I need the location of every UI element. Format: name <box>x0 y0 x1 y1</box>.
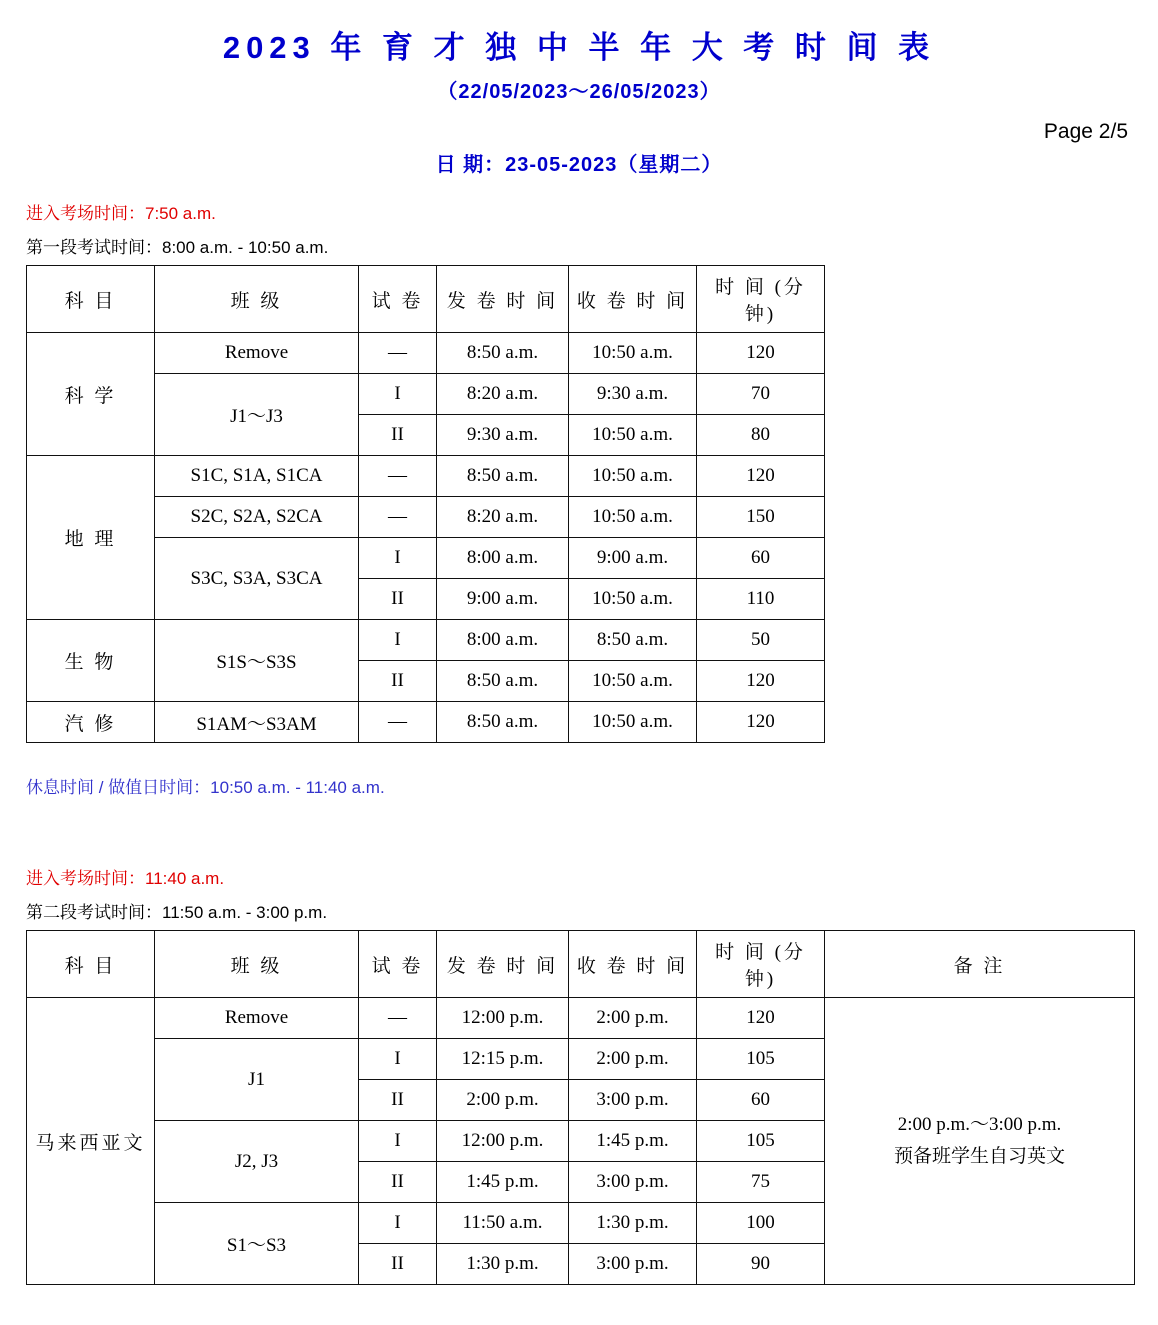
cell-paper: — <box>359 456 437 497</box>
cell-end: 10:50 a.m. <box>569 456 697 497</box>
cell-start: 12:15 p.m. <box>437 1039 569 1080</box>
cell-minutes: 50 <box>697 620 825 661</box>
cell-end: 2:00 p.m. <box>569 998 697 1039</box>
table-header-row <box>27 266 825 333</box>
cell-class: S1AM～S3AM <box>155 702 359 743</box>
column-header-class: 班 级 <box>155 266 359 333</box>
column-header-duration: 时 间 (分钟) <box>697 266 825 333</box>
cell-class: S3C, S3A, S3CA <box>155 538 359 620</box>
cell-paper: II <box>359 579 437 620</box>
cell-end: 10:50 a.m. <box>569 333 697 374</box>
table-row <box>27 998 1135 1039</box>
cell-class: Remove <box>155 333 359 374</box>
session1-table <box>26 265 825 743</box>
cell-start: 12:00 p.m. <box>437 1121 569 1162</box>
column-header-duration: 时 间 (分钟) <box>697 931 825 998</box>
cell-minutes: 105 <box>697 1039 825 1080</box>
cell-paper: II <box>359 661 437 702</box>
page-title: 2023 年 育 才 独 中 半 年 大 考 时 间 表 <box>222 30 936 65</box>
cell-start: 9:30 a.m. <box>437 415 569 456</box>
column-header-end-time: 收 卷 时 间 <box>569 931 697 998</box>
page-number: Page 2/5 <box>1043 120 1128 143</box>
cell-end: 3:00 p.m. <box>569 1080 697 1121</box>
exam-date-title: 日 期：23-05-2023（星期二） <box>435 154 723 176</box>
cell-start: 12:00 p.m. <box>437 998 569 1039</box>
cell-minutes: 120 <box>697 661 825 702</box>
cell-paper: II <box>359 1244 437 1285</box>
cell-subject: 马来西亚文 <box>27 998 155 1285</box>
cell-start: 8:50 a.m. <box>437 702 569 743</box>
session1-entry-time: 进入考场时间：7:50 a.m. <box>26 204 216 223</box>
cell-start: 11:50 a.m. <box>437 1203 569 1244</box>
cell-start: 1:45 p.m. <box>437 1162 569 1203</box>
cell-paper: I <box>359 620 437 661</box>
cell-start: 1:30 p.m. <box>437 1244 569 1285</box>
cell-minutes: 150 <box>697 497 825 538</box>
column-header-subject: 科 目 <box>27 266 155 333</box>
cell-end: 2:00 p.m. <box>569 1039 697 1080</box>
cell-end: 9:30 a.m. <box>569 374 697 415</box>
column-header-class: 班 级 <box>155 931 359 998</box>
remark-line-2: 预备班学生自习英文 <box>893 1146 1065 1167</box>
cell-subject: 生 物 <box>27 620 155 702</box>
cell-subject: 汽 修 <box>27 702 155 743</box>
cell-start: 8:20 a.m. <box>437 497 569 538</box>
cell-start: 8:50 a.m. <box>437 661 569 702</box>
cell-minutes: 80 <box>697 415 825 456</box>
table-row <box>27 702 825 743</box>
column-header-paper: 试 卷 <box>359 931 437 998</box>
cell-remark <box>825 998 1135 1285</box>
cell-paper: I <box>359 1121 437 1162</box>
cell-class: J1～J3 <box>155 374 359 456</box>
session2-entry-time: 进入考场时间：11:40 a.m. <box>26 869 225 888</box>
cell-class: Remove <box>155 998 359 1039</box>
cell-end: 3:00 p.m. <box>569 1244 697 1285</box>
cell-class: S1～S3 <box>155 1203 359 1285</box>
session2-table <box>26 930 1135 1285</box>
cell-minutes: 120 <box>697 998 825 1039</box>
cell-start: 8:00 a.m. <box>437 538 569 579</box>
cell-minutes: 120 <box>697 333 825 374</box>
cell-paper: I <box>359 1203 437 1244</box>
cell-start: 8:50 a.m. <box>437 456 569 497</box>
column-header-start-time: 发 卷 时 间 <box>437 931 569 998</box>
cell-start: 8:00 a.m. <box>437 620 569 661</box>
cell-minutes: 90 <box>697 1244 825 1285</box>
cell-start: 9:00 a.m. <box>437 579 569 620</box>
cell-minutes: 75 <box>697 1162 825 1203</box>
cell-end: 1:45 p.m. <box>569 1121 697 1162</box>
column-header-paper: 试 卷 <box>359 266 437 333</box>
cell-minutes: 120 <box>697 456 825 497</box>
cell-paper: I <box>359 1039 437 1080</box>
cell-start: 8:50 a.m. <box>437 333 569 374</box>
exam-timetable-page <box>0 22 1158 1325</box>
cell-start: 2:00 p.m. <box>437 1080 569 1121</box>
cell-paper: II <box>359 415 437 456</box>
remark-line-1: 2:00 p.m.～3:00 p.m. <box>897 1113 1062 1135</box>
column-header-remark: 备 注 <box>825 931 1135 998</box>
table-header-row <box>27 931 1135 998</box>
table-row <box>27 620 825 661</box>
cell-end: 8:50 a.m. <box>569 620 697 661</box>
cell-minutes: 60 <box>697 1080 825 1121</box>
cell-end: 9:00 a.m. <box>569 538 697 579</box>
column-header-end-time: 收 卷 时 间 <box>569 266 697 333</box>
cell-minutes: 110 <box>697 579 825 620</box>
cell-minutes: 60 <box>697 538 825 579</box>
cell-class: J2, J3 <box>155 1121 359 1203</box>
table-row <box>27 333 825 374</box>
cell-class: S1C, S1A, S1CA <box>155 456 359 497</box>
cell-start: 8:20 a.m. <box>437 374 569 415</box>
cell-paper: II <box>359 1162 437 1203</box>
cell-class: S1S～S3S <box>155 620 359 702</box>
column-header-start-time: 发 卷 时 间 <box>437 266 569 333</box>
cell-minutes: 120 <box>697 702 825 743</box>
cell-paper: — <box>359 333 437 374</box>
cell-end: 10:50 a.m. <box>569 497 697 538</box>
table-row <box>27 456 825 497</box>
cell-paper: I <box>359 374 437 415</box>
cell-minutes: 70 <box>697 374 825 415</box>
cell-end: 10:50 a.m. <box>569 579 697 620</box>
cell-class: S2C, S2A, S2CA <box>155 497 359 538</box>
session1-period-time: 第一段考试时间：8:00 a.m. - 10:50 a.m. <box>26 238 329 257</box>
session2-period-time: 第二段考试时间：11:50 a.m. - 3:00 p.m. <box>26 903 328 922</box>
cell-paper: II <box>359 1080 437 1121</box>
break-time-notice: 休息时间 / 做值日时间：10:50 a.m. - 11:40 a.m. <box>26 778 385 797</box>
cell-minutes: 100 <box>697 1203 825 1244</box>
cell-end: 10:50 a.m. <box>569 702 697 743</box>
cell-paper: — <box>359 702 437 743</box>
cell-end: 3:00 p.m. <box>569 1162 697 1203</box>
cell-subject: 地 理 <box>27 456 155 620</box>
cell-end: 1:30 p.m. <box>569 1203 697 1244</box>
cell-paper: — <box>359 998 437 1039</box>
date-range-subtitle: （22/05/2023～26/05/2023） <box>437 81 721 103</box>
column-header-subject: 科 目 <box>27 931 155 998</box>
cell-minutes: 105 <box>697 1121 825 1162</box>
cell-class: J1 <box>155 1039 359 1121</box>
cell-paper: I <box>359 538 437 579</box>
cell-subject: 科 学 <box>27 333 155 456</box>
cell-end: 10:50 a.m. <box>569 661 697 702</box>
cell-end: 10:50 a.m. <box>569 415 697 456</box>
cell-paper: — <box>359 497 437 538</box>
